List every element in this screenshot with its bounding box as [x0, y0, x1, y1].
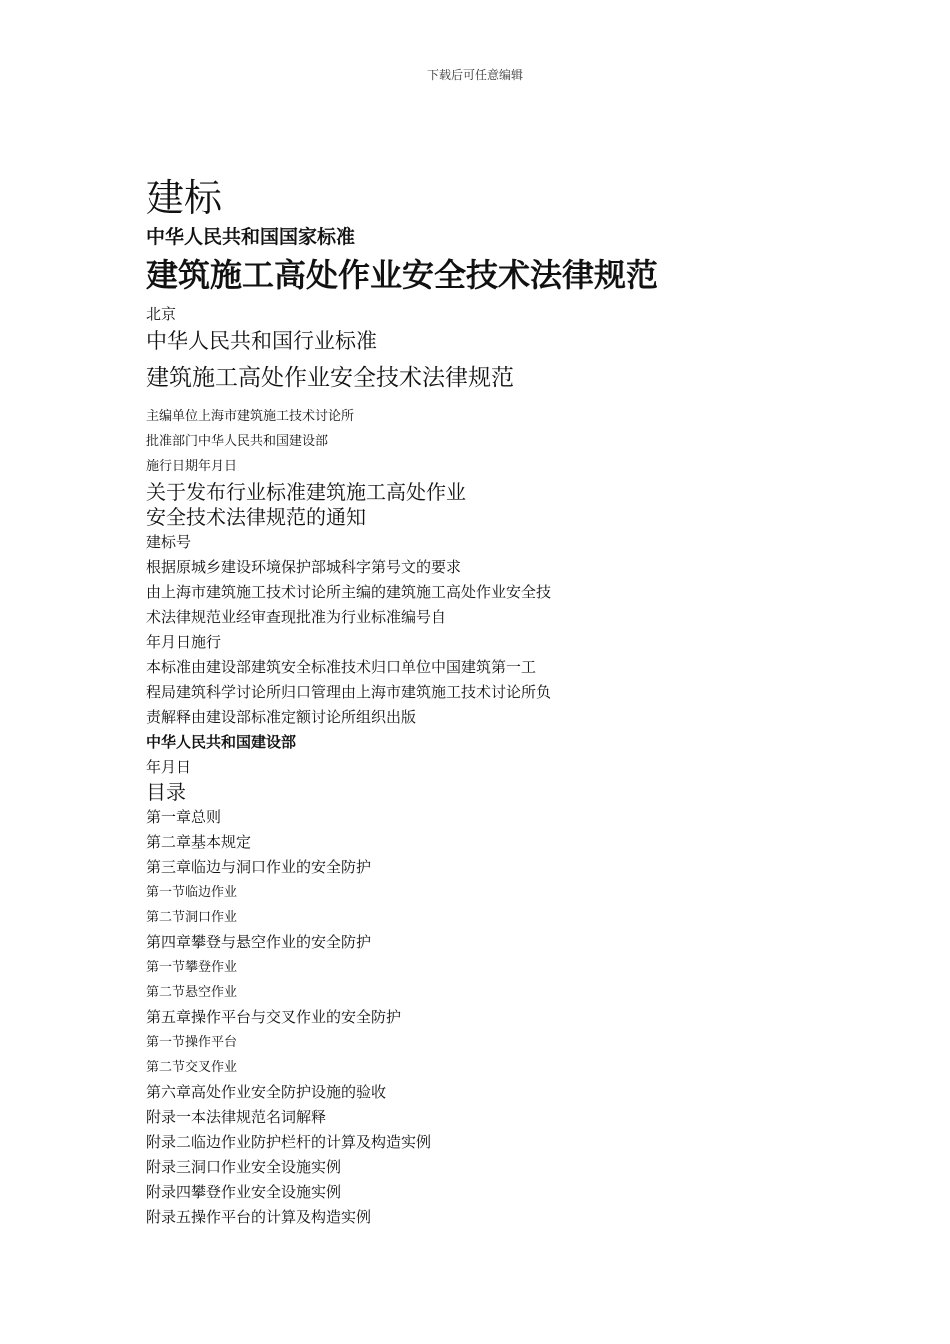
notice-body-line: 术法律规范业经审查现批准为行业标准编号自	[146, 608, 447, 626]
toc-chapter-entry: 第六章高处作业安全防护设施的验收	[146, 1083, 387, 1101]
notice-body-line: 由上海市建筑施工技术讨论所主编的建筑施工高处作业安全技	[146, 583, 552, 601]
page-header-note: 下载后可任意编辑	[426, 68, 523, 82]
notice-doc-number: 建标号	[146, 533, 192, 551]
effective-date: 施行日期年月日	[146, 459, 238, 474]
toc-chapter-entry: 附录五操作平台的计算及构造实例	[146, 1208, 372, 1226]
toc-chapter-entry: 第一章总则	[146, 808, 222, 826]
toc-section-entry: 第二节悬空作业	[146, 985, 238, 1000]
standard-code: 建标	[146, 176, 223, 220]
toc-chapter-entry: 附录三洞口作业安全设施实例	[146, 1158, 342, 1176]
sub-title: 建筑施工高处作业安全技术法律规范	[146, 365, 514, 391]
notice-title-line-1: 关于发布行业标准建筑施工高处作业	[146, 480, 466, 504]
notice-body-line: 程局建筑科学讨论所归口管理由上海市建筑施工技术讨论所负	[146, 683, 552, 701]
notice-date: 年月日	[146, 758, 192, 776]
toc-section-entry: 第二节交叉作业	[146, 1060, 238, 1075]
notice-body-line: 年月日施行	[146, 633, 222, 651]
toc-section-entry: 第一节攀登作业	[146, 960, 238, 975]
toc-heading: 目录	[146, 780, 186, 804]
toc-chapter-entry: 第二章基本规定	[146, 833, 252, 851]
national-standard-title: 中华人民共和国国家标准	[146, 226, 356, 248]
toc-chapter-entry: 附录一本法律规范名词解释	[146, 1108, 327, 1126]
notice-issuer: 中华人民共和国建设部	[146, 733, 297, 751]
notice-body-line: 本标准由建设部建筑安全标准技术归口单位中国建筑第一工	[146, 658, 537, 676]
notice-body-line: 根据原城乡建设环境保护部城科字第号文的要求	[146, 558, 462, 576]
publication-city: 北京	[146, 305, 177, 323]
notice-body-line: 责解释由建设部标准定额讨论所组织出版	[146, 708, 417, 726]
toc-section-entry: 第一节临边作业	[146, 885, 238, 900]
notice-title-line-2: 安全技术法律规范的通知	[146, 505, 366, 529]
toc-chapter-entry: 第五章操作平台与交叉作业的安全防护	[146, 1008, 402, 1026]
document-body	[146, 172, 846, 1230]
industry-standard-title: 中华人民共和国行业标准	[146, 329, 377, 353]
toc-section-entry: 第二节洞口作业	[146, 910, 238, 925]
approval-department: 批准部门中华人民共和国建设部	[146, 434, 329, 449]
toc-section-entry: 第一节操作平台	[146, 1035, 238, 1050]
toc-chapter-entry: 附录二临边作业防护栏杆的计算及构造实例	[146, 1133, 432, 1151]
toc-chapter-entry: 附录四攀登作业安全设施实例	[146, 1183, 342, 1201]
toc-chapter-entry: 第三章临边与洞口作业的安全防护	[146, 858, 372, 876]
editor-unit: 主编单位上海市建筑施工技术讨论所	[146, 409, 355, 424]
toc-list	[146, 805, 846, 1230]
main-title: 建筑施工高处作业安全技术法律规范	[146, 256, 659, 294]
toc-chapter-entry: 第四章攀登与悬空作业的安全防护	[146, 933, 372, 951]
